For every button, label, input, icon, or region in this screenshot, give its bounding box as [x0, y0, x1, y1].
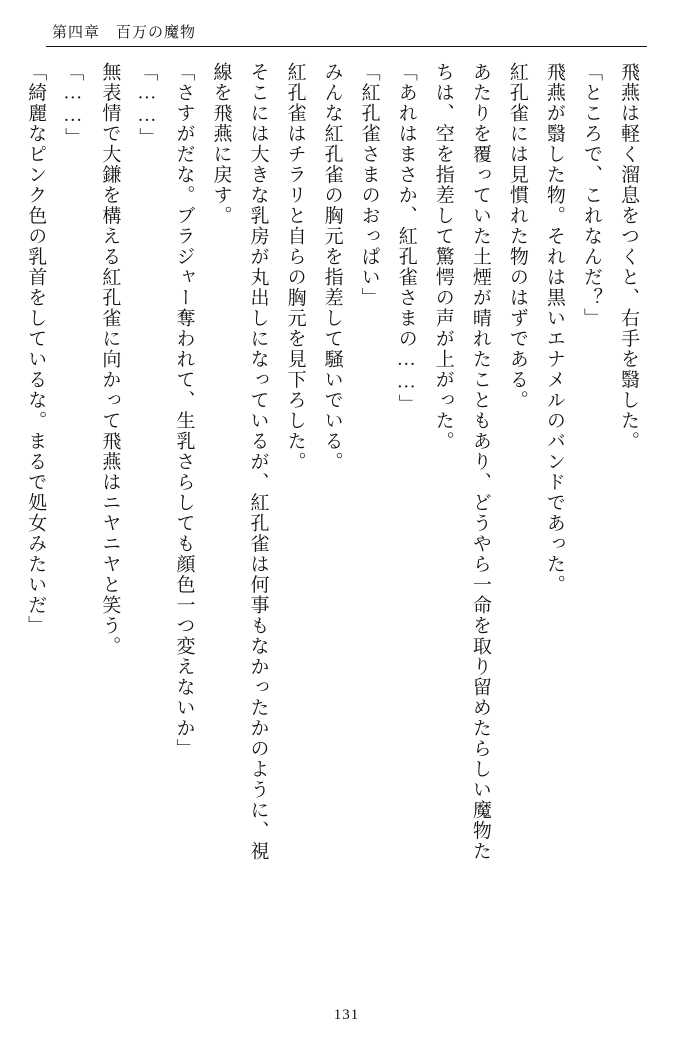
page-header — [52, 16, 641, 46]
paragraph: 「……」 — [62, 62, 84, 148]
paragraph: 「あれはまさか、紅孔雀さまの……」 — [395, 62, 417, 415]
paragraph: そこには大きな乳房が丸出しになっているが、紅孔雀は何事もなかったかのように、視 — [247, 62, 269, 862]
paragraph: 紅孔雀はチラリと自らの胸元を見下ろした。 — [284, 62, 306, 472]
paragraph: みんな紅孔雀の胸元を指差して騒いでいる。 — [321, 62, 343, 472]
paragraph: 線を飛燕に戻す。 — [210, 62, 232, 226]
paragraph: ちは、空を指差して驚愕の声が上がった。 — [432, 62, 454, 452]
page-number: 131 — [333, 1007, 360, 1023]
paragraph: 「……」 — [136, 62, 158, 148]
body-text-vertical — [25, 62, 647, 978]
paragraph: 飛燕が翳した物。それは黒いエナメルのバンドであった。 — [543, 62, 565, 595]
paragraph: 飛燕は軽く溜息をつくと、右手を翳した。 — [618, 62, 639, 452]
paragraph: 無表情で大鎌を構える紅孔雀に向かって飛燕はニヤニヤと笑う。 — [99, 62, 121, 657]
paragraph: あたりを覆っていた土煙が晴れたこともあり、どうやら一命を取り留めたらしい魔物た — [469, 62, 491, 862]
paragraph: 「ところで、これなんだ？」 — [580, 62, 602, 329]
paragraph: 「紅孔雀さまのおっぱい」 — [358, 62, 380, 308]
paragraph: 「さすがだな。ブラジャー奪われて、生乳さらしても顔色一つ変えないか」 — [173, 62, 195, 759]
paragraph: 紅孔雀には見慣れた物のはずである。 — [506, 62, 528, 411]
chapter-title: 第四章 百万の魔物 — [52, 24, 197, 41]
header-divider — [46, 46, 647, 47]
paragraph: 「綺麗なピンク色の乳首をしているな。まるで処女みたいだ」 — [25, 62, 47, 636]
